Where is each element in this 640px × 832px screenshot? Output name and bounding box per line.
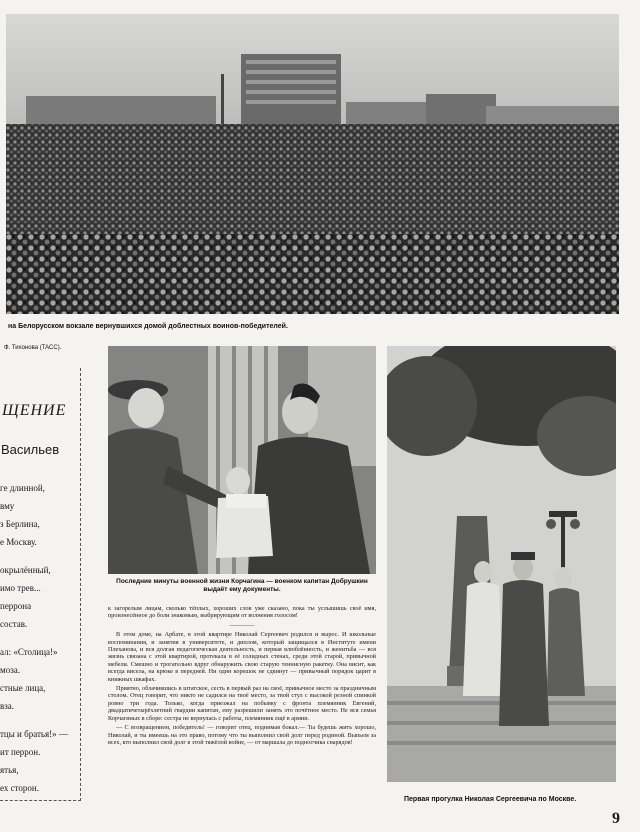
left-photo-documents	[108, 346, 376, 574]
right-photo-caption: Первая прогулка Николая Сергеевича по Москве.	[404, 796, 577, 803]
poem-line: ге длинной,	[0, 483, 45, 493]
crowd-photo-graphic	[6, 14, 619, 314]
poem-line: е Москву.	[0, 537, 37, 547]
poem-line: окрылённый,	[0, 565, 51, 575]
top-photo-caption: на Белорусском вокзале вернувшихся домой доблестных воинов-победителей.	[8, 323, 288, 330]
poem-line: тцы и братья!» —	[0, 729, 68, 739]
poem-line: стные лица,	[0, 683, 46, 693]
left-photo-caption: Последние минуты военной жизни Корчагина — военком капитан Добрушкин выдаёт ему документы.	[116, 578, 368, 593]
poem-line: перрона	[0, 601, 32, 611]
poem-line: ит перрон.	[0, 747, 41, 757]
article-paragraph: к загорелым лицам, сколько тёплых, хороших слов уже сказано, пока ты услышишь своё имя, произнесённое до боли знакомым, выбрирующим от волнения голосом!	[108, 605, 376, 620]
poem-line: моза.	[0, 665, 20, 675]
poem-author: Васильев	[1, 442, 60, 457]
page-number: 9	[612, 810, 620, 827]
top-photo-crowd	[6, 14, 619, 314]
right-photo-walk	[387, 346, 616, 782]
poem-line: состав.	[0, 619, 28, 629]
poem-line: имо трев...	[0, 583, 41, 593]
article-paragraph: — С возвращением, победитель! — говорит отец, поднимая бокал.— Ты будешь жить хорошо, Николай, и ты имеешь на это право, потому что ты выполнил свой долг перед родиной. Выпьем за всех, кто выполнил свой долг в этой тяжёлой войне, — от маршала до подносчика снарядов!	[108, 724, 376, 746]
poem-line: вму	[0, 501, 15, 511]
poem-line: з Берлина,	[0, 519, 40, 529]
walk-photo-graphic	[387, 346, 616, 782]
poem-line: ятья,	[0, 765, 19, 775]
documents-photo-graphic	[108, 346, 376, 574]
article-text	[108, 605, 376, 748]
poem-column	[0, 368, 81, 801]
article-separator: ————	[229, 621, 255, 629]
poem-line: ех сторон.	[0, 783, 40, 793]
article-paragraph: Приятно, облачившись в штатское, сесть в первый раз на своё, привычное место за праздничным столом. Отец говорит, что никто не садился на твоё место, за твой стул с высокой резной спинкой ровно три года. Только, когда приезжал на побывку с фронта племянник Евгений, двадцатичетырёхлетний гвардии капитан, ему разрешили занять это почётное место. Не вся семья Корчагиных в сборе: сестра не вернулась с работы, племянник ещё в армии.	[108, 685, 376, 722]
article-paragraph: В этом доме, на Арбате, в этой квартире Николай Сергеевич родился и вырос. И школьные воспоминания, и занятия в университете, и диплом, который защищался в Институте имени Плеханова, и вся долгая педагогическая деятельность, и первая влюблённость, и женитьба — вся жизнь связана с этой квартирой, протекала в её солидных стенах, среди этой старой, привычной мебели. Смешно и трогательно вдруг обнаружить свою старую теннисную ракетку. Она висит, как всегда висела, на крюке в передней. Ни один корешок не сдвинут — привычный порядок царит в книжных шкафах.	[108, 631, 376, 683]
top-photo-credit: Ф. Тихонова (ТАСС).	[4, 345, 62, 351]
poem-title: ЩЕНИЕ	[2, 402, 67, 419]
poem-line: вза.	[0, 701, 15, 711]
poem-line: ал: «Столица!»	[0, 647, 58, 657]
